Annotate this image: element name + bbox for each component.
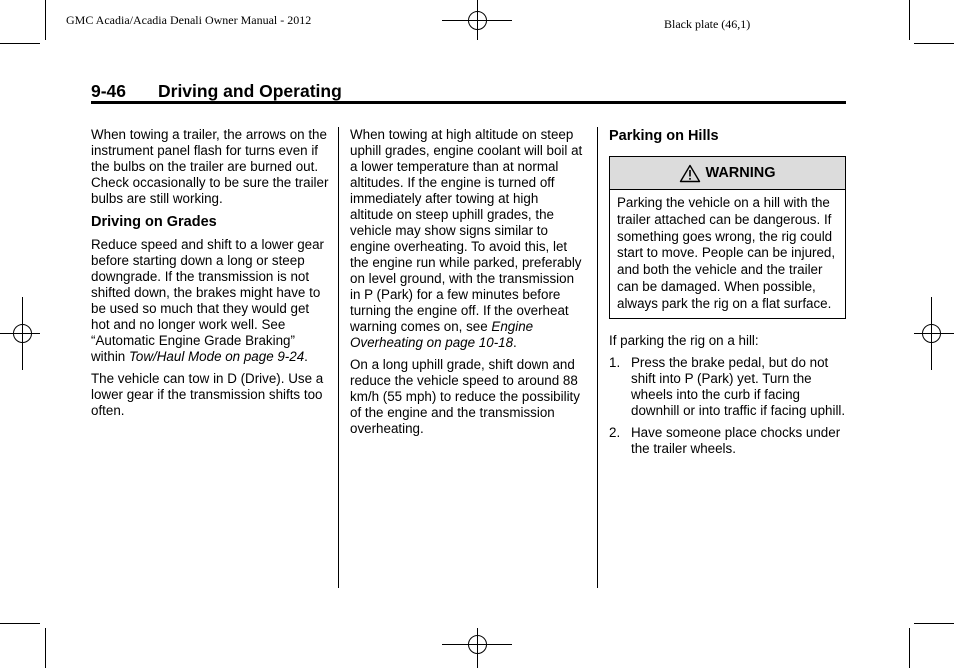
list-item	[609, 355, 846, 419]
paragraph	[350, 127, 584, 351]
plate-label: Black plate (46,1)	[664, 17, 751, 31]
warning-text: Parking the vehicle on a hill with the trailer attached can be dangerous. If something goes wrong, the rig could start to move. People can be injured, and both the vehicle and the trailer can be damaged. When possible, always park the rig on a flat surface.	[617, 195, 836, 311]
paragraph-text: .	[304, 349, 308, 364]
steps-list	[609, 355, 846, 457]
section-heading: Driving on Grades	[91, 214, 217, 230]
page-title	[91, 81, 342, 102]
column-divider	[597, 127, 598, 588]
column-1	[91, 127, 329, 425]
step-text: Press the brake pedal, but do not shift into P (Park) yet. Turn the wheels into the curb if facing downhill or into traffic if facing uphill.	[631, 354, 846, 418]
paragraph: When towing a trailer, the arrows on the instrument panel flash for turns even if the bulbs on the trailer are burned out. Check occasionally to be sure the trailer bulbs are still working.	[91, 127, 329, 206]
paragraph: If parking the rig on a hill:	[609, 332, 759, 348]
warning-label: WARNING	[705, 165, 776, 181]
column-divider	[338, 127, 339, 588]
paragraph: The vehicle can tow in D (Drive). Use a lower gear if the transmission shifts too often.	[91, 371, 324, 418]
paragraph-text: .	[513, 335, 517, 350]
cross-reference-link[interactable]: Tow/Haul Mode on page 9-24	[128, 349, 305, 364]
column-2	[350, 127, 584, 443]
page-number: 9-46	[91, 81, 127, 101]
column-3	[609, 127, 846, 463]
paragraph: On a long uphill grade, shift down and reduce the vehicle speed to around 88 km/h (55 mph) to reduce the possibility of the engine and the transmission overheating.	[350, 357, 580, 436]
warning-header	[610, 157, 845, 190]
running-header-title: GMC Acadia/Acadia Denali Owner Manual - 2012	[66, 13, 312, 27]
step-number: 2.	[609, 424, 621, 440]
paragraph-text: When towing at high altitude on steep uphill grades, engine coolant will boil at a lower temperature than at normal altitudes. If the engine is turned off immediately after towing at high altitude on steep uphill grades, the vehicle may show signs similar to engine overheating. To avoid this, let the engine run while parked, preferably on level ground, with the transmission in P (Park) for a few minutes before turning the engine off. If the overheat warning comes on, see	[350, 127, 583, 334]
warning-box	[609, 156, 846, 319]
section-heading: Parking on Hills	[609, 128, 719, 144]
step-text: Have someone place chocks under the trailer wheels.	[631, 424, 841, 456]
warning-triangle-icon	[679, 164, 701, 183]
cross-reference-link[interactable]: Engine Overheating on page 10-18	[350, 319, 534, 350]
paragraph	[91, 237, 329, 365]
title-rule	[91, 101, 846, 104]
section-title: Driving and Operating	[158, 81, 342, 101]
list-item	[609, 425, 846, 457]
step-number: 1.	[609, 354, 621, 370]
paragraph-text: Reduce speed and shift to a lower gear before starting down a long or steep downgrade. If the transmission is not shifted down, the brakes might have to be used so much that they would get hot and no longer work well. See “Automatic Engine Grade Braking” within	[91, 237, 324, 364]
